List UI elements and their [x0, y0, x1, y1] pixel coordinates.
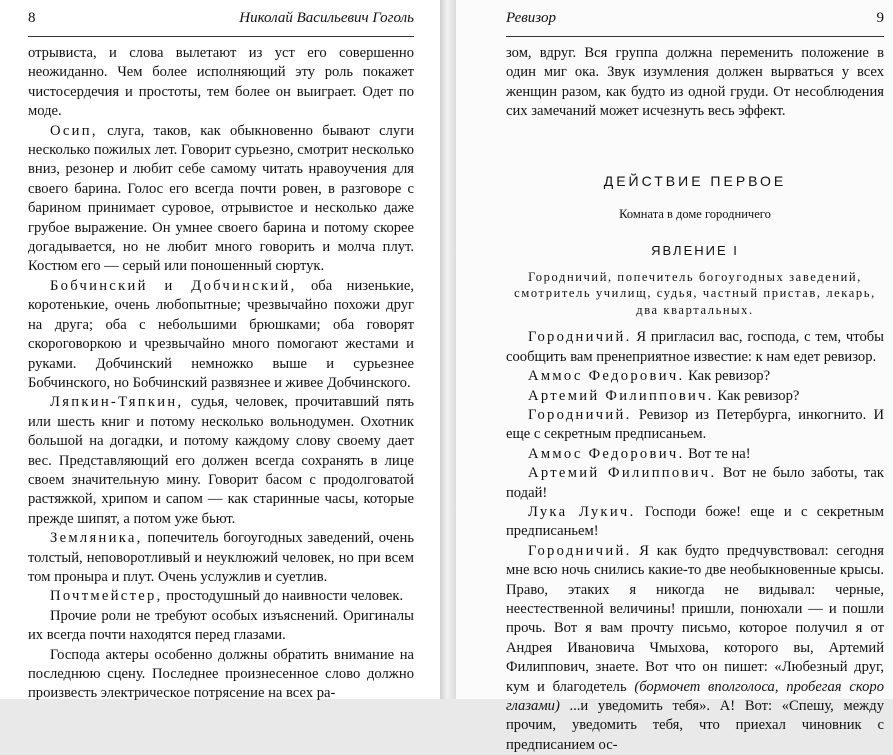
speaker-name: Городничий. — [528, 406, 632, 423]
paragraph-text: простодушный до наивности человек. — [162, 588, 404, 605]
speech-text: Как ревизор? — [713, 387, 800, 404]
dialogue-line — [506, 445, 884, 464]
left-page — [0, 0, 440, 702]
speech-text: ...и уведомить тебя». А! Вот: «Спешу, между прочим, уведомить тебя, что приехал чиновник с предписанием ос- — [506, 698, 884, 753]
dialogue — [506, 328, 884, 755]
dialogue-line — [506, 328, 884, 367]
speech-text: Вот не было заботы, так подай! — [506, 465, 884, 501]
scene-title: ЯВЛЕНИЕ I — [651, 243, 739, 259]
right-page — [456, 0, 893, 753]
paragraph — [28, 529, 414, 587]
paragraph — [28, 607, 414, 646]
paragraph-text: отрывиста, и слова вылетают из уст его совершенно неожиданно. Чем более исполняющий эту роль покажет чистосердечия и простоты, тем более он выиграет. Одет по моде. — [28, 45, 414, 120]
paragraph-text: оба низенькие, коротенькие, очень любопытные; чрезвычайно похожи друг на друга; оба с небольшими брюшками; оба говорят скороговоркою и чрезвычайно много помогают жестами и руками. Добчинский немножко выше и сурьезнее Бобчинского, но Бобчинский развязнее и живее Добчинского. — [28, 277, 414, 391]
header-rule — [28, 36, 414, 37]
page-text — [506, 44, 884, 755]
paragraph-text: Господа актеры особенно должны обратить внимание на последнюю сцену. Последнее произнесенное слово должно произвесть электрическое потрясение на всех ра- — [28, 646, 414, 702]
speech-text: Ревизор из Петербурга, инкогнито. И еще с секретным предписаньем. — [506, 406, 884, 443]
paragraph-text: попечитель богоугодных заведений, очень толстый, неповоротливый и неуклюжий человек, но при всем том проныра и плут. Очень услужлив и суетлив. — [28, 530, 414, 585]
act-title: ДЕЙСТВИЕ ПЕРВОЕ — [603, 172, 787, 189]
speech-text: Я пригласил вас, господа, с тем, чтобы сообщить вам пренеприятное известие: к нам едет ревизор. — [506, 329, 884, 365]
dialogue-line — [506, 464, 884, 503]
paragraph — [28, 44, 414, 122]
character-name: Ляпкин-Тяпкин, — [50, 394, 184, 411]
intro-paragraph: зом, вдруг. Вся группа должна переменить положение в один миг ока. Звук изумления должен вырваться у всех женщин разом, как будто из одной груди. От несоблюдения сих замечаний может исчезнуть весь эффект. — [506, 45, 884, 120]
page-number: 9 — [876, 10, 884, 26]
paragraph — [28, 277, 414, 393]
dialogue-line — [506, 542, 884, 755]
speaker-name: Аммос Федорович. — [528, 368, 685, 385]
scene-location: Комната в доме городничего — [619, 207, 771, 222]
dialogue-line — [506, 406, 884, 445]
paragraph — [28, 646, 414, 704]
speech-text: Я как будто предчувствовал: сегодня мне всю ночь снились какие-то две необыкновенные крысы. Право, этаких я никогда не видывал: черные, неестественной величины! пришли, понюхали — и пошли прочь. Вот я вам прочту письмо, которое получил я от Андрея Ивановича Чмыхова, которого вы, Артемий Филиппович, знаете. Вот что он пишет: «Любезный друг, кум и благодетель — [506, 542, 884, 695]
paragraph — [28, 587, 414, 606]
paragraph — [28, 122, 414, 277]
character-name: Земляника, — [50, 530, 143, 547]
dialogue-line — [506, 387, 884, 406]
character-name: Бобчинский и Добчинский, — [50, 277, 297, 294]
header-rule — [506, 36, 884, 37]
paragraph-text: слуга, таков, как обыкновенно бывают слуги несколько пожилых лет. Говорит сурьезно, смотрит несколько вниз, резонер и любит себе самому читать нравоучения для своего барина. Голос его всегда почти ровен, в разговоре с барином принимает суровое, отрывистое и несколько даже грубое выражение. Он умнее своего барина и потому скорее догадывается, но не любит много говорить и молча плут. Костюм его — серый или поношенный сюртук. — [28, 122, 414, 275]
speaker-name: Артемий Филиппович. — [528, 387, 714, 404]
cast-list: Городничий, попечитель богоугодных заведений, смотритель училищ, судья, частный пристав, лекарь, два квартальных. — [514, 269, 876, 317]
speaker-name: Городничий. — [528, 542, 632, 559]
paragraph — [28, 393, 414, 529]
running-head: Ревизор — [506, 10, 556, 26]
running-head: Николай Васильевич Гоголь — [239, 10, 414, 26]
speaker-name: Аммос Федорович. — [528, 445, 685, 462]
paragraph-text: судья, человек, прочитавший пять или шесть книг и потому несколько вольнодумен. Охотник большой на догадки, и потому каждому слову своему дает вес. Представляющий его должен всегда сохранять в лице своем значительную мину. Говорит басом с продолговатой растяжкой, хрипом и сапом — как старинные часы, которые прежде шипят, а потом уже бьют. — [28, 394, 414, 527]
character-name: Почтмейстер, — [50, 588, 163, 605]
speaker-name: Артемий Филиппович. — [528, 465, 717, 482]
speaker-name: Лука Лукич. — [528, 504, 636, 520]
speech-text: Господи боже! еще и с секретным предписаньем! — [506, 504, 884, 540]
page-text — [28, 44, 414, 704]
page-number: 8 — [28, 10, 36, 26]
dialogue-line — [506, 503, 884, 542]
book-gutter — [440, 0, 456, 699]
speech-text: Вот те на! — [684, 445, 751, 462]
paragraph-text: Прочие роли не требуют особых изъяснений. Оригиналы их всегда почти находятся перед глазами. — [28, 607, 414, 644]
dialogue-line — [506, 367, 884, 386]
speech-text: Как ревизор? — [684, 368, 771, 385]
speaker-name: Городничий. — [528, 329, 632, 346]
character-name: Осип, — [50, 122, 98, 139]
stage-direction: (бормочет вполголоса, пробегая скоро глазами) — [506, 678, 884, 715]
